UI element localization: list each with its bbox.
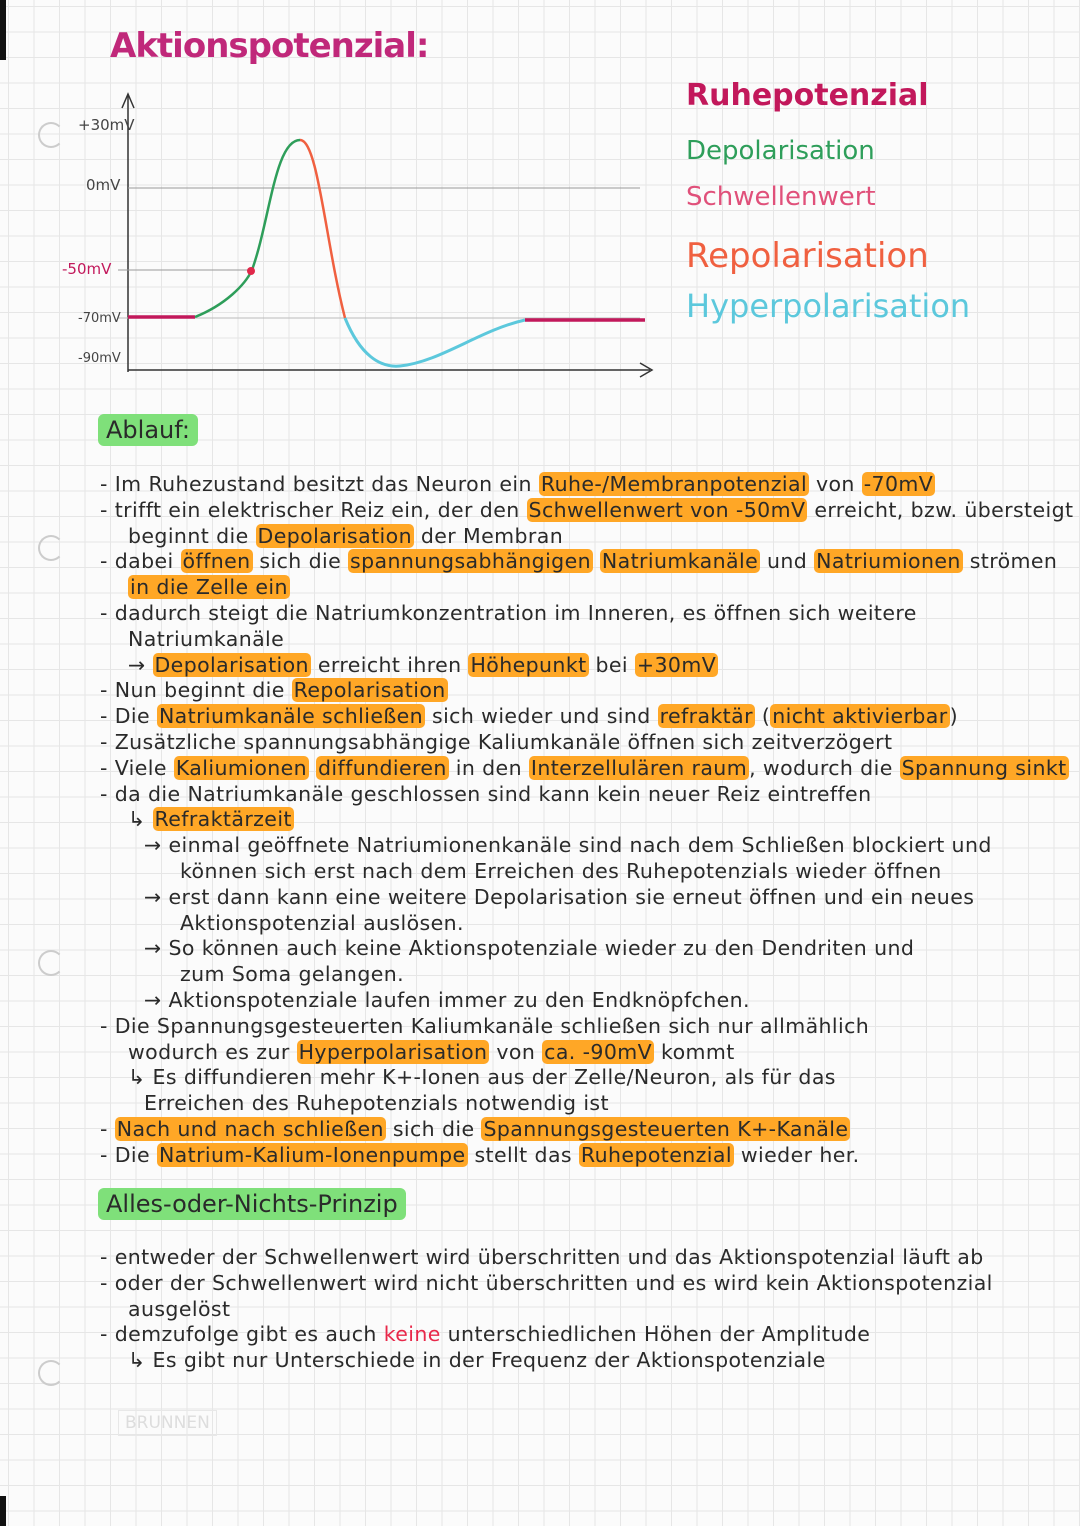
binder-hole: [38, 1360, 64, 1386]
highlighted-term: -70mV: [863, 472, 934, 496]
note-line: [100, 936, 1060, 962]
note-text: ↳ Es diffundieren mehr K+-Ionen aus der Zelle/Neuron, als für das: [128, 1065, 836, 1090]
highlighted-term: Nach und nach schließen: [116, 1116, 384, 1141]
section-heading-ablauf: Ablauf:: [98, 414, 198, 446]
note-text: Aktionspotenzial auslösen.: [180, 910, 464, 935]
highlighted-term: in die Zelle ein: [130, 575, 288, 600]
note-line: [100, 601, 1060, 627]
highlighted-term: +30mV: [636, 652, 717, 677]
note-line: [100, 755, 1067, 782]
note-text: - Die Spannungsgesteuerten Kaliumkanäle schließen sich nur allmählich: [100, 1013, 870, 1038]
note-text: - trifft ein elektrischer Reiz ein, der den: [100, 497, 527, 522]
note-text: sich die: [252, 549, 349, 574]
note-text: zum Soma gelangen.: [180, 962, 405, 987]
highlighted-term: Ruhe-/Membranpotenzial: [540, 472, 808, 496]
note-text: kommt: [654, 1039, 735, 1064]
note-line: [100, 678, 1060, 704]
highlighted-term: Spannung sinkt: [901, 755, 1067, 780]
note-text: , wodurch die: [749, 755, 900, 780]
note-text: → erst dann kann eine weitere Depolarisation sie erneut öffnen und ein neues: [144, 884, 975, 909]
note-text: - Nun beginnt die: [100, 678, 292, 703]
note-line: [100, 962, 1060, 988]
highlighted-term: Natriumionen: [816, 549, 961, 574]
highlighted-term: Ruhepotenzial: [580, 1142, 732, 1167]
note-text: - Im Ruhezustand besitzt das Neuron ein: [100, 472, 539, 496]
note-text: - da die Natriumkanäle geschlossen sind kann kein neuer Reiz eintreffen: [100, 781, 872, 806]
note-text: -: [100, 1116, 115, 1141]
highlighted-term: ca. -90mV: [544, 1039, 653, 1064]
note-text: in den: [448, 755, 529, 780]
note-text: ↳: [128, 807, 153, 832]
note-text: beginnt die: [128, 523, 256, 548]
highlighted-term: Depolarisation: [257, 523, 412, 548]
highlighted-term: Höhepunkt: [470, 652, 587, 677]
note-line: [100, 885, 1060, 911]
page-title: Aktionspotenzial:: [110, 26, 429, 66]
note-line: [100, 833, 1060, 859]
ablauf-notes: [100, 472, 1074, 1169]
note-text: sich die: [385, 1116, 482, 1141]
highlighted-term: Natrium-Kalium-Ionenpumpe: [158, 1142, 466, 1167]
note-text: - dadurch steigt die Natriumkonzentration im Inneren, es öffnen sich weitere: [100, 600, 917, 625]
note-text: und: [760, 549, 815, 574]
highlighted-term: Natriumkanäle schließen: [158, 704, 424, 729]
note-line: [100, 1065, 1060, 1091]
note-text: → So können auch keine Aktionspotenziale wieder zu den Dendriten und: [144, 936, 915, 961]
alles-oder-nichts-notes: [100, 1245, 1060, 1374]
note-text: wieder her.: [733, 1142, 860, 1167]
note-text: von: [809, 472, 862, 496]
emphasized-term: keine: [383, 1322, 441, 1347]
note-text: erreicht ihren: [310, 652, 469, 677]
page-edge: [0, 1496, 6, 1526]
note-text: - Zusätzliche spannungsabhängige Kaliumkanäle öffnen sich zeitverzögert: [100, 729, 893, 754]
note-line: [100, 1091, 1060, 1117]
note-line: [100, 782, 1060, 808]
legend-repolarisation: Repolarisation: [686, 236, 929, 276]
note-text: von: [489, 1039, 543, 1064]
note-text: →: [128, 652, 153, 677]
curve-repolarisation: [300, 140, 345, 318]
note-text: ausgelöst: [128, 1296, 231, 1321]
note-text: können sich erst nach dem Erreichen des Ruhepotenzials wieder öffnen: [180, 858, 942, 883]
note-line: [100, 524, 1060, 550]
note-line: [100, 807, 1060, 833]
highlighted-term: Refraktärzeit: [154, 807, 292, 832]
note-text: → einmal geöffnete Natriumionenkanäle sind nach dem Schließen blockiert und: [144, 833, 992, 858]
note-text: erreicht, bzw. übersteigt: [807, 497, 1074, 522]
note-text: - Die: [100, 1142, 157, 1167]
highlighted-term: diffundieren: [317, 755, 447, 780]
note-text: - demzufolge gibt es auch: [100, 1322, 384, 1347]
curve-hyperpolarisation: [345, 318, 525, 366]
note-line: [100, 1245, 1060, 1271]
highlighted-term: Interzellulären raum: [530, 755, 748, 780]
note-text: Erreichen des Ruhepotenzials notwendig ist: [144, 1091, 609, 1116]
curve-depolarisation: [195, 140, 300, 317]
legend-hyperpolarisation: Hyperpolarisation: [686, 287, 971, 325]
y-label-plus30: +30mV: [78, 116, 135, 134]
note-line: [100, 575, 1060, 601]
binder-hole: [38, 535, 64, 561]
note-text: ↳ Es gibt nur Unterschiede in der Frequenz der Aktionspotenziale: [128, 1348, 826, 1373]
highlighted-term: spannungsabhängigen: [350, 549, 591, 574]
note-line: [100, 653, 1060, 679]
highlighted-term: öffnen: [182, 549, 251, 574]
note-line: [100, 1040, 1060, 1066]
note-line: [100, 627, 1060, 653]
y-label-minus50: -50mV: [62, 260, 112, 278]
highlighted-term: Schwellenwert von -50mV: [528, 497, 806, 522]
note-text: Natriumkanäle: [128, 626, 285, 651]
highlighted-term: Kaliumionen: [175, 755, 308, 780]
note-text: - Die: [100, 704, 157, 729]
note-text: sich wieder und sind: [425, 704, 658, 729]
y-label-0: 0mV: [86, 176, 121, 194]
note-text: stellt das: [467, 1142, 579, 1167]
note-text: [593, 549, 600, 573]
legend-depolarisation: Depolarisation: [686, 136, 875, 166]
threshold-dot: [247, 267, 255, 275]
note-text: → Aktionspotenziale laufen immer zu den Endknöpfchen.: [144, 987, 750, 1012]
note-line: [100, 704, 1060, 730]
highlighted-term: Depolarisation: [154, 652, 309, 677]
note-line: [100, 730, 1060, 756]
highlighted-term: Hyperpolarisation: [298, 1039, 488, 1064]
note-text: - dabei: [100, 549, 181, 574]
legend-schwellenwert: Schwellenwert: [686, 182, 876, 212]
note-text: - oder der Schwellenwert wird nicht überschritten und es wird kein Aktionspotenzial: [100, 1270, 993, 1295]
highlighted-term: nicht aktivierbar: [772, 704, 948, 729]
note-line: [100, 549, 1060, 575]
highlighted-term: Repolarisation: [293, 678, 446, 703]
brand-logo: BRUNNEN: [118, 1410, 217, 1436]
note-line: [100, 1271, 1060, 1297]
note-text: - entweder der Schwellenwert wird überschritten und das Aktionspotenzial läuft ab: [100, 1245, 984, 1269]
note-text: - Viele: [100, 755, 174, 780]
note-line: [100, 988, 1060, 1014]
note-line: [100, 1322, 1060, 1348]
highlighted-term: Spannungsgesteuerten K+-Kanäle: [483, 1116, 849, 1141]
note-line: [100, 1143, 1060, 1169]
highlighted-term: refraktär: [659, 704, 753, 729]
note-text: [309, 756, 316, 780]
note-text: unterschiedlichen Höhen der Amplitude: [440, 1322, 871, 1347]
y-label-minus90: -90mV: [78, 351, 121, 366]
section-heading-alles-oder-nichts: Alles-oder-Nichts-Prinzip: [98, 1188, 406, 1220]
note-line: [100, 472, 1060, 498]
note-line: [100, 1117, 1060, 1143]
note-line: [100, 911, 1060, 937]
action-potential-graph: [0, 0, 680, 400]
legend-ruhepotenzial: Ruhepotenzial: [686, 78, 929, 113]
note-text: ): [949, 704, 959, 729]
note-text: (: [754, 704, 771, 729]
note-text: der Membran: [413, 523, 564, 548]
note-line: [100, 1348, 1060, 1374]
note-line: [100, 497, 1074, 524]
note-text: strömen: [962, 549, 1058, 574]
note-text: wodurch es zur: [128, 1039, 297, 1064]
note-line: [100, 1014, 1060, 1040]
highlighted-term: Natriumkanäle: [601, 549, 759, 574]
note-line: [100, 1297, 1060, 1323]
binder-hole: [38, 950, 64, 976]
y-label-minus70: -70mV: [78, 311, 121, 326]
note-text: bei: [588, 652, 635, 677]
note-line: [100, 859, 1060, 885]
